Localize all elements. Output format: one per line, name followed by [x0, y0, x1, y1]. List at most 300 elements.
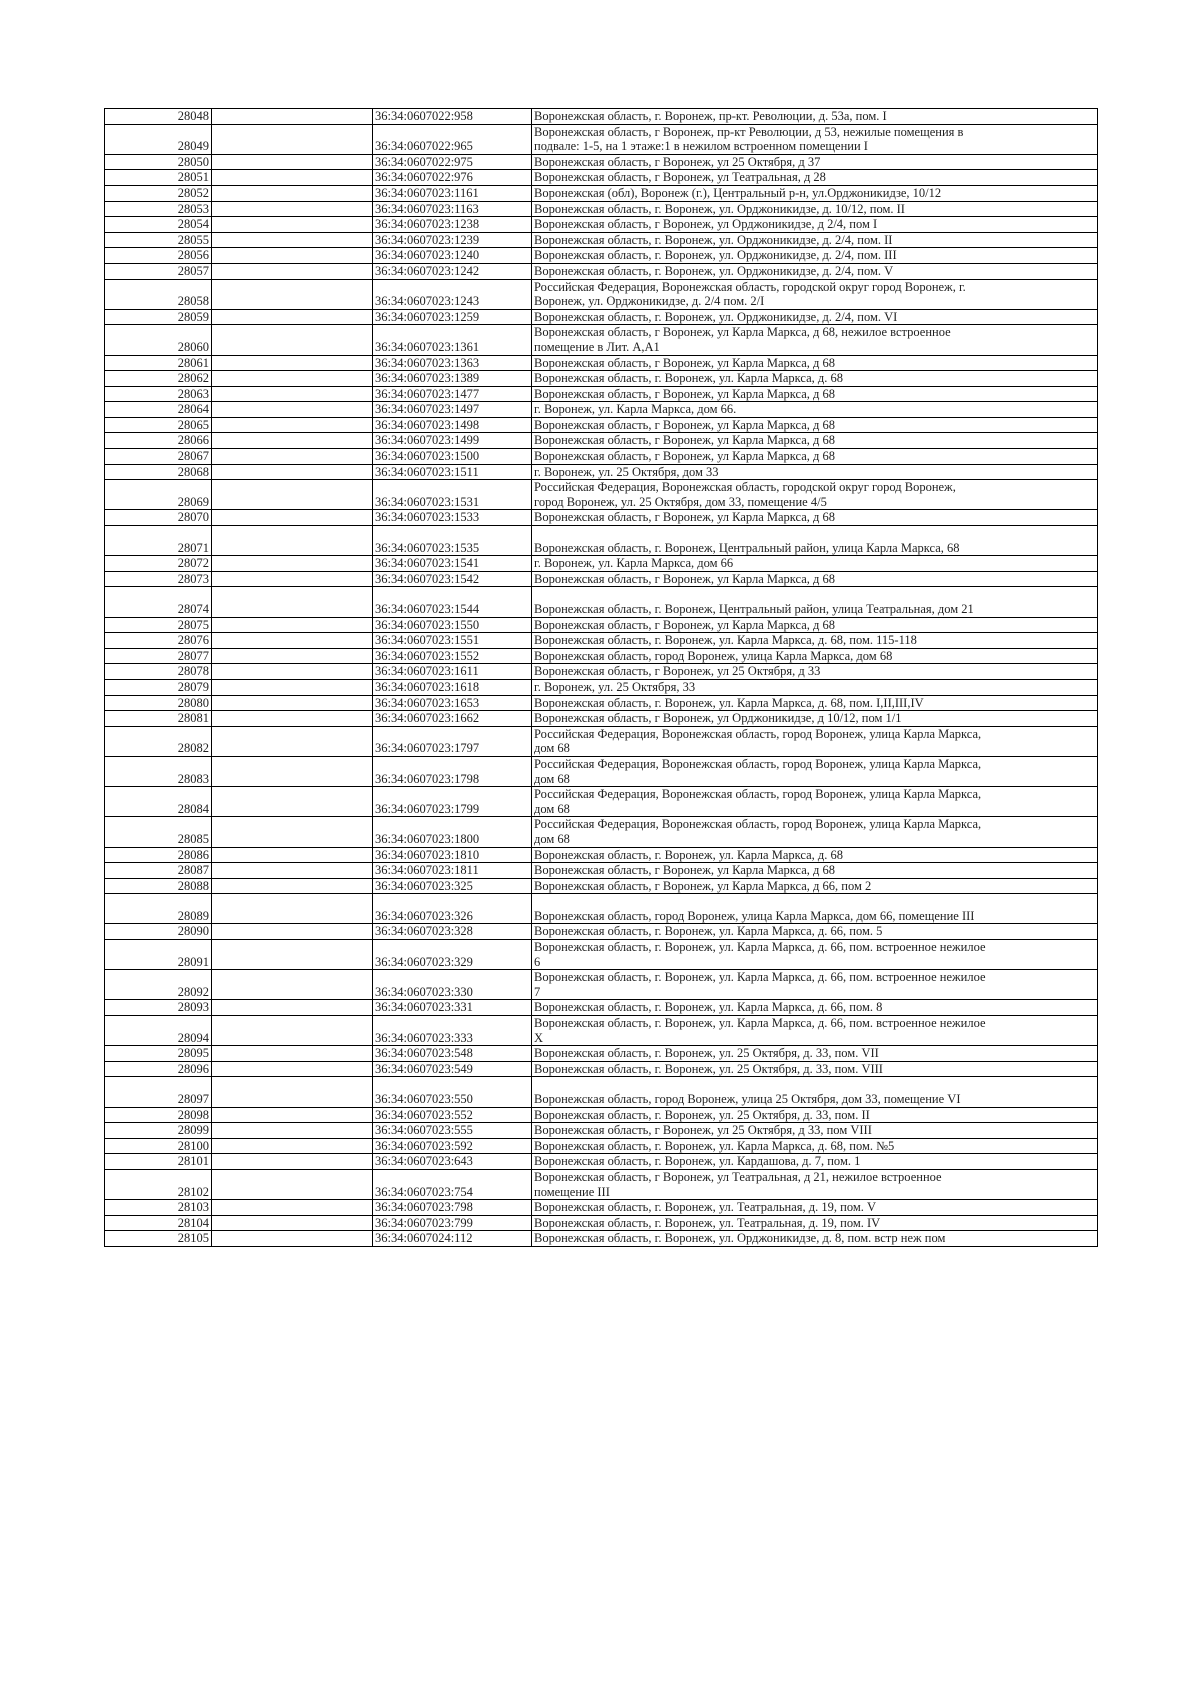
empty-cell	[212, 433, 373, 449]
row-number-cell: 28102	[105, 1169, 212, 1199]
address-line: 6	[534, 954, 541, 969]
table-row	[105, 170, 1098, 186]
cadastral-number-cell: 36:34:0607023:1662	[373, 711, 532, 727]
address-cell	[532, 263, 1098, 279]
table-row	[105, 756, 1098, 786]
cadastral-number-cell: 36:34:0607023:1242	[373, 263, 532, 279]
table-row	[105, 1000, 1098, 1016]
row-number-cell: 28058	[105, 279, 212, 309]
empty-cell	[212, 263, 373, 279]
empty-cell	[212, 526, 373, 556]
address-line: Российская Федерация, Воронежская область, городской округ город Воронеж,	[534, 480, 956, 495]
address-line: Воронежская область, г Воронеж, ул Орджоникидзе, д 10/12, пом 1/1	[534, 711, 902, 726]
address-line: Воронежская область, г Воронеж, ул Театральная, д 21, нежилое встроенное	[534, 1169, 942, 1184]
row-number-cell: 28071	[105, 526, 212, 556]
cadastral-number-cell: 36:34:0607023:1239	[373, 232, 532, 248]
table-row	[105, 480, 1098, 510]
empty-cell	[212, 571, 373, 587]
table-row	[105, 1138, 1098, 1154]
cadastral-number-cell: 36:34:0607023:325	[373, 878, 532, 894]
address-line	[534, 526, 1095, 541]
address-line: Воронежская область, г. Воронеж, ул. Театральная, д. 19, пом. V	[534, 1200, 877, 1215]
cadastral-number-cell: 36:34:0607023:329	[373, 940, 532, 970]
empty-cell	[212, 355, 373, 371]
empty-cell	[212, 1061, 373, 1077]
address-line: г. Воронеж, ул. 25 Октября, дом 33	[534, 464, 719, 479]
row-number-cell: 28053	[105, 201, 212, 217]
table-row	[105, 417, 1098, 433]
empty-cell	[212, 1000, 373, 1016]
row-number-cell: 28067	[105, 449, 212, 465]
empty-cell	[212, 894, 373, 924]
empty-cell	[212, 664, 373, 680]
address-line: Воронежская область, г. Воронеж, ул. Карла Маркса, д. 68, пом. I,II,III,IV	[534, 695, 924, 710]
table-row	[105, 940, 1098, 970]
address-cell	[532, 1061, 1098, 1077]
row-number-cell: 28105	[105, 1231, 212, 1247]
address-cell	[532, 695, 1098, 711]
address-line: Воронежская область, г. Воронеж, пр-кт. Революции, д. 53а, пом. I	[534, 109, 887, 123]
address-line: Воронежская область, г. Воронеж, ул. Карла Маркса, д. 66, пом. встроенное нежилое	[534, 940, 986, 955]
empty-cell	[212, 154, 373, 170]
empty-cell	[212, 587, 373, 617]
row-number-cell: 28095	[105, 1046, 212, 1062]
row-number-cell: 28083	[105, 756, 212, 786]
cadastral-number-cell: 36:34:0607023:1541	[373, 556, 532, 572]
address-cell	[532, 940, 1098, 970]
address-line: Воронежская область, г. Воронеж, ул. Кардашова, д. 7, пом. 1	[534, 1154, 861, 1169]
cadastral-number-cell: 36:34:0607023:550	[373, 1077, 532, 1107]
address-cell	[532, 1077, 1098, 1107]
table-row	[105, 433, 1098, 449]
address-cell	[532, 170, 1098, 186]
empty-cell	[212, 109, 373, 125]
row-number-cell: 28103	[105, 1200, 212, 1216]
table-row	[105, 1061, 1098, 1077]
table-row	[105, 726, 1098, 756]
row-number-cell: 28093	[105, 1000, 212, 1016]
address-line: Воронежская область, г. Воронеж, ул. 25 Октября, д. 33, пом. II	[534, 1107, 870, 1122]
address-cell	[532, 480, 1098, 510]
row-number-cell: 28072	[105, 556, 212, 572]
cadastral-number-cell: 36:34:0607023:1552	[373, 648, 532, 664]
address-cell	[532, 309, 1098, 325]
registry-table-body	[105, 109, 1098, 1247]
row-number-cell: 28056	[105, 248, 212, 264]
row-number-cell: 28077	[105, 648, 212, 664]
table-row	[105, 185, 1098, 201]
address-line: Воронежская область, г. Воронеж, ул. Карла Маркса, д. 66, пом. 8	[534, 1000, 883, 1015]
cadastral-number-cell: 36:34:0607023:1361	[373, 325, 532, 355]
cadastral-number-cell: 36:34:0607023:799	[373, 1215, 532, 1231]
address-line: 7	[534, 984, 541, 999]
table-row	[105, 587, 1098, 617]
row-number-cell: 28066	[105, 433, 212, 449]
empty-cell	[212, 863, 373, 879]
cadastral-number-cell: 36:34:0607022:965	[373, 124, 532, 154]
address-cell	[532, 371, 1098, 387]
cadastral-number-cell: 36:34:0607023:1810	[373, 847, 532, 863]
row-number-cell: 28068	[105, 464, 212, 480]
address-cell	[532, 109, 1098, 125]
address-line: Воронежская область, г Воронеж, ул Карла Маркса, д 68	[534, 449, 836, 464]
address-line: Воронежская область, город Воронеж, улица 25 Октября, дом 33, помещение VI	[534, 1092, 961, 1106]
address-cell	[532, 970, 1098, 1000]
table-row	[105, 263, 1098, 279]
table-row	[105, 371, 1098, 387]
table-row	[105, 325, 1098, 355]
row-number-cell: 28078	[105, 664, 212, 680]
address-cell	[532, 587, 1098, 617]
address-cell	[532, 633, 1098, 649]
table-row	[105, 894, 1098, 924]
table-row	[105, 449, 1098, 465]
cadastral-number-cell: 36:34:0607024:112	[373, 1231, 532, 1247]
address-line: Воронежская область, г. Воронеж, ул. Орджоникидзе, д. 2/4, пом. II	[534, 232, 893, 247]
cadastral-number-cell: 36:34:0607023:1798	[373, 756, 532, 786]
address-line	[534, 587, 1095, 602]
row-number-cell: 28052	[105, 185, 212, 201]
empty-cell	[212, 633, 373, 649]
address-cell	[532, 1046, 1098, 1062]
table-row	[105, 386, 1098, 402]
cadastral-number-cell: 36:34:0607023:1550	[373, 617, 532, 633]
address-line: Воронежская область, г Воронеж, ул Карла Маркса, д 68, нежилое встроенное	[534, 325, 951, 340]
empty-cell	[212, 248, 373, 264]
table-row	[105, 924, 1098, 940]
row-number-cell: 28096	[105, 1061, 212, 1077]
address-line: подвале: 1-5, на 1 этаже:1 в нежилом встроенном помещении I	[534, 139, 868, 154]
address-line: Воронежская область, г. Воронеж, ул. Карла Маркса, д. 68, пом. №5	[534, 1138, 895, 1153]
cadastral-number-cell: 36:34:0607023:333	[373, 1016, 532, 1046]
address-cell	[532, 1169, 1098, 1199]
row-number-cell: 28086	[105, 847, 212, 863]
empty-cell	[212, 940, 373, 970]
address-cell	[532, 217, 1098, 233]
empty-cell	[212, 756, 373, 786]
empty-cell	[212, 924, 373, 940]
empty-cell	[212, 1200, 373, 1216]
row-number-cell: 28048	[105, 109, 212, 125]
row-number-cell: 28100	[105, 1138, 212, 1154]
address-line: Воронежская область, г. Воронеж, ул. 25 Октября, д. 33, пом. VIII	[534, 1061, 883, 1076]
cadastral-number-cell: 36:34:0607023:1542	[373, 571, 532, 587]
row-number-cell: 28049	[105, 124, 212, 154]
row-number-cell: 28104	[105, 1215, 212, 1231]
address-line: Воронежская область, г Воронеж, ул Карла Маркса, д 68	[534, 617, 836, 632]
address-cell	[532, 464, 1098, 480]
row-number-cell: 28089	[105, 894, 212, 924]
address-cell	[532, 124, 1098, 154]
address-line	[534, 1077, 1095, 1092]
empty-cell	[212, 1215, 373, 1231]
empty-cell	[212, 480, 373, 510]
empty-cell	[212, 556, 373, 572]
row-number-cell: 28055	[105, 232, 212, 248]
table-row	[105, 1046, 1098, 1062]
cadastral-number-cell: 36:34:0607023:798	[373, 1200, 532, 1216]
cadastral-number-cell: 36:34:0607023:1533	[373, 510, 532, 526]
table-row	[105, 648, 1098, 664]
address-cell	[532, 449, 1098, 465]
address-cell	[532, 924, 1098, 940]
address-line: Российская Федерация, Воронежская область, город Воронеж, улица Карла Маркса,	[534, 726, 982, 741]
table-row	[105, 1169, 1098, 1199]
address-line: Воронежская область, г. Воронеж, ул. Карла Маркса, д. 66, пом. встроенное нежилое	[534, 1016, 986, 1031]
row-number-cell: 28082	[105, 726, 212, 756]
address-line: Воронежская область, г. Воронеж, ул. Театральная, д. 19, пом. IV	[534, 1215, 881, 1230]
row-number-cell: 28069	[105, 480, 212, 510]
address-line: Воронежская область, г. Воронеж, ул. Орджоникидзе, д. 2/4, пом. V	[534, 263, 894, 278]
cadastral-number-cell: 36:34:0607023:548	[373, 1046, 532, 1062]
cadastral-number-cell: 36:34:0607023:549	[373, 1061, 532, 1077]
table-row	[105, 1107, 1098, 1123]
table-row	[105, 232, 1098, 248]
cadastral-number-cell: 36:34:0607023:643	[373, 1154, 532, 1170]
cadastral-number-cell: 36:34:0607023:1618	[373, 679, 532, 695]
empty-cell	[212, 617, 373, 633]
address-line: Воронежская область, г. Воронеж, ул. Карла Маркса, д. 66, пом. 5	[534, 924, 883, 939]
table-row	[105, 863, 1098, 879]
empty-cell	[212, 185, 373, 201]
empty-cell	[212, 711, 373, 727]
row-number-cell: 28062	[105, 371, 212, 387]
address-cell	[532, 154, 1098, 170]
address-cell	[532, 571, 1098, 587]
row-number-cell: 28076	[105, 633, 212, 649]
row-number-cell: 28054	[105, 217, 212, 233]
address-cell	[532, 232, 1098, 248]
table-row	[105, 847, 1098, 863]
address-line: Воронежская область, г Воронеж, ул Карла Маркса, д 68	[534, 863, 836, 878]
address-cell	[532, 648, 1098, 664]
address-cell	[532, 1215, 1098, 1231]
table-row	[105, 124, 1098, 154]
table-row	[105, 1077, 1098, 1107]
cadastral-number-cell: 36:34:0607023:331	[373, 1000, 532, 1016]
empty-cell	[212, 1046, 373, 1062]
address-cell	[532, 1231, 1098, 1247]
address-line: Воронеж, ул. Орджоникидзе, д. 2/4 пом. 2/I	[534, 294, 765, 309]
cadastral-number-cell: 36:34:0607023:1811	[373, 863, 532, 879]
address-line: дом 68	[534, 831, 570, 846]
cadastral-number-cell: 36:34:0607023:1477	[373, 386, 532, 402]
row-number-cell: 28059	[105, 309, 212, 325]
table-row	[105, 217, 1098, 233]
empty-cell	[212, 817, 373, 847]
table-row	[105, 695, 1098, 711]
address-line: Воронежская область, г. Воронеж, Центральный район, улица Театральная, дом 21	[534, 602, 974, 616]
empty-cell	[212, 648, 373, 664]
address-cell	[532, 726, 1098, 756]
table-row	[105, 556, 1098, 572]
address-cell	[532, 526, 1098, 556]
row-number-cell: 28092	[105, 970, 212, 1000]
address-line: Воронежская область, г Воронеж, ул Карла Маркса, д 66, пом 2	[534, 878, 872, 893]
empty-cell	[212, 201, 373, 217]
cadastral-number-cell: 36:34:0607023:552	[373, 1107, 532, 1123]
address-line: Воронежская область, г Воронеж, ул 25 Октября, д 33	[534, 664, 821, 679]
address-cell	[532, 1000, 1098, 1016]
row-number-cell: 28097	[105, 1077, 212, 1107]
address-line: город Воронеж, ул. 25 Октября, дом 33, помещение 4/5	[534, 494, 827, 509]
address-line: г. Воронеж, ул. Карла Маркса, дом 66.	[534, 402, 737, 417]
address-line: Российская Федерация, Воронежская область, городской округ город Воронеж, г.	[534, 279, 966, 294]
cadastral-number-cell: 36:34:0607023:1500	[373, 449, 532, 465]
address-cell	[532, 1138, 1098, 1154]
empty-cell	[212, 170, 373, 186]
table-row	[105, 711, 1098, 727]
empty-cell	[212, 309, 373, 325]
cadastral-number-cell: 36:34:0607023:1499	[373, 433, 532, 449]
address-cell	[532, 787, 1098, 817]
address-line: Воронежская область, г Воронеж, ул Карла Маркса, д 68	[534, 355, 836, 370]
address-line: Российская Федерация, Воронежская область, город Воронеж, улица Карла Маркса,	[534, 817, 982, 832]
empty-cell	[212, 279, 373, 309]
empty-cell	[212, 371, 373, 387]
address-line	[534, 894, 1095, 909]
cadastral-number-cell: 36:34:0607023:1799	[373, 787, 532, 817]
empty-cell	[212, 695, 373, 711]
table-row	[105, 464, 1098, 480]
row-number-cell: 28057	[105, 263, 212, 279]
row-number-cell: 28101	[105, 1154, 212, 1170]
cadastral-number-cell: 36:34:0607023:326	[373, 894, 532, 924]
empty-cell	[212, 1154, 373, 1170]
cadastral-number-cell: 36:34:0607023:1238	[373, 217, 532, 233]
cadastral-number-cell: 36:34:0607023:555	[373, 1123, 532, 1139]
address-line: Воронежская область, г Воронеж, ул 25 Октября, д 33, пом VIII	[534, 1123, 872, 1138]
address-cell	[532, 355, 1098, 371]
address-cell	[532, 1107, 1098, 1123]
address-cell	[532, 756, 1098, 786]
empty-cell	[212, 1169, 373, 1199]
address-cell	[532, 185, 1098, 201]
empty-cell	[212, 1107, 373, 1123]
empty-cell	[212, 1077, 373, 1107]
table-row	[105, 787, 1098, 817]
row-number-cell: 28099	[105, 1123, 212, 1139]
address-cell	[532, 279, 1098, 309]
address-cell	[532, 556, 1098, 572]
table-row	[105, 617, 1098, 633]
table-row	[105, 664, 1098, 680]
cadastral-number-cell: 36:34:0607023:1511	[373, 464, 532, 480]
cadastral-number-cell: 36:34:0607023:330	[373, 970, 532, 1000]
address-cell	[532, 325, 1098, 355]
address-cell	[532, 201, 1098, 217]
empty-cell	[212, 878, 373, 894]
empty-cell	[212, 1123, 373, 1139]
cadastral-number-cell: 36:34:0607023:1544	[373, 587, 532, 617]
cadastral-number-cell: 36:34:0607023:754	[373, 1169, 532, 1199]
cadastral-number-cell: 36:34:0607023:1259	[373, 309, 532, 325]
cadastral-number-cell: 36:34:0607023:1535	[373, 526, 532, 556]
cadastral-number-cell: 36:34:0607023:1161	[373, 185, 532, 201]
address-line: Воронежская область, г. Воронеж, ул. 25 Октября, д. 33, пом. VII	[534, 1046, 879, 1061]
row-number-cell: 28074	[105, 587, 212, 617]
cadastral-number-cell: 36:34:0607023:328	[373, 924, 532, 940]
address-cell	[532, 878, 1098, 894]
table-row	[105, 309, 1098, 325]
address-line: Воронежская область, город Воронеж, улица Карла Маркса, дом 68	[534, 648, 893, 663]
cadastral-number-cell: 36:34:0607023:1797	[373, 726, 532, 756]
table-row	[105, 109, 1098, 125]
address-line: дом 68	[534, 741, 570, 756]
table-row	[105, 571, 1098, 587]
table-row	[105, 1016, 1098, 1046]
cadastral-number-cell: 36:34:0607023:1163	[373, 201, 532, 217]
address-line: Воронежская область, г Воронеж, ул Карла Маркса, д 68	[534, 433, 836, 448]
row-number-cell: 28050	[105, 154, 212, 170]
cadastral-number-cell: 36:34:0607023:1531	[373, 480, 532, 510]
address-cell	[532, 1200, 1098, 1216]
address-line: Воронежская область, г. Воронеж, ул. Орджоникидзе, д. 2/4, пом. III	[534, 248, 897, 263]
table-row	[105, 248, 1098, 264]
address-cell	[532, 510, 1098, 526]
address-line: Российская Федерация, Воронежская область, город Воронеж, улица Карла Маркса,	[534, 756, 982, 771]
row-number-cell: 28087	[105, 863, 212, 879]
row-number-cell: 28065	[105, 417, 212, 433]
address-cell	[532, 248, 1098, 264]
row-number-cell: 28079	[105, 679, 212, 695]
address-cell	[532, 417, 1098, 433]
row-number-cell: 28081	[105, 711, 212, 727]
address-line: Воронежская область, г. Воронеж, ул. Карла Маркса, д. 68	[534, 847, 844, 862]
address-cell	[532, 847, 1098, 863]
address-line: Воронежская область, г Воронеж, ул Карла Маркса, д 68	[534, 571, 836, 586]
row-number-cell: 28060	[105, 325, 212, 355]
row-number-cell: 28063	[105, 386, 212, 402]
empty-cell	[212, 726, 373, 756]
empty-cell	[212, 449, 373, 465]
address-line: г. Воронеж, ул. Карла Маркса, дом 66	[534, 556, 734, 571]
empty-cell	[212, 510, 373, 526]
address-line: X	[534, 1030, 544, 1045]
address-line: Воронежская область, г Воронеж, ул Карла Маркса, д 68	[534, 386, 836, 401]
table-row	[105, 1200, 1098, 1216]
address-line: Российская Федерация, Воронежская область, город Воронеж, улица Карла Маркса,	[534, 787, 982, 802]
cadastral-number-cell: 36:34:0607023:1240	[373, 248, 532, 264]
address-line: Воронежская область, г Воронеж, ул 25 Октября, д 37	[534, 154, 821, 169]
cadastral-number-cell: 36:34:0607023:1498	[373, 417, 532, 433]
cadastral-number-cell: 36:34:0607023:1363	[373, 355, 532, 371]
address-cell	[532, 617, 1098, 633]
cadastral-number-cell: 36:34:0607023:1243	[373, 279, 532, 309]
address-line: Воронежская область, г. Воронеж, ул. Орджоникидзе, д. 10/12, пом. II	[534, 201, 905, 216]
table-row	[105, 817, 1098, 847]
table-row	[105, 402, 1098, 418]
address-cell	[532, 711, 1098, 727]
row-number-cell: 28080	[105, 695, 212, 711]
address-line: Воронежская область, г. Воронеж, ул. Карла Маркса, д. 66, пом. встроенное нежилое	[534, 970, 986, 985]
empty-cell	[212, 970, 373, 1000]
cadastral-number-cell: 36:34:0607022:958	[373, 109, 532, 125]
row-number-cell: 28084	[105, 787, 212, 817]
empty-cell	[212, 679, 373, 695]
row-number-cell: 28085	[105, 817, 212, 847]
cadastral-number-cell: 36:34:0607023:1800	[373, 817, 532, 847]
empty-cell	[212, 325, 373, 355]
cadastral-number-cell: 36:34:0607023:1653	[373, 695, 532, 711]
address-line: дом 68	[534, 771, 570, 786]
address-line: Воронежская (обл), Воронеж (г.), Центральный р-н, ул.Орджоникидзе, 10/12	[534, 185, 942, 200]
row-number-cell: 28075	[105, 617, 212, 633]
address-line: Воронежская область, г Воронеж, ул Театральная, д 28	[534, 170, 826, 185]
empty-cell	[212, 124, 373, 154]
table-row	[105, 355, 1098, 371]
address-cell	[532, 894, 1098, 924]
